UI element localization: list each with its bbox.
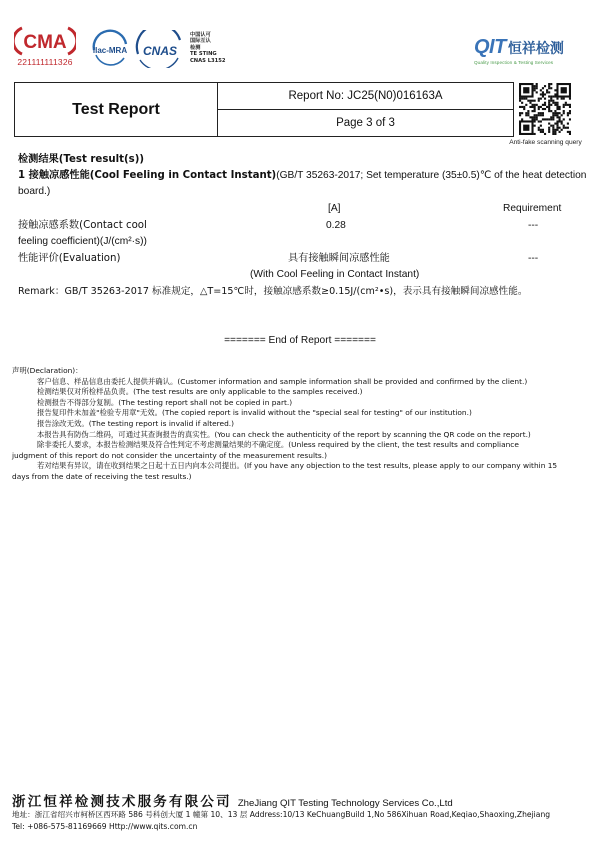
cnas-caption-line: CNAS L3152 (190, 57, 226, 64)
declaration-line: 检测结果仅对所检样品负责。(The test results are only applicable to the samples received.) (37, 387, 363, 397)
test-item-standard-cont: board.) (18, 186, 51, 197)
declaration-line-cont: judgment of this report do not consider the uncertainty of the measurement results.) (12, 450, 327, 460)
qr-caption: Anti-fake scanning query (509, 139, 582, 146)
cnas-letters: CNAS (142, 44, 178, 58)
end-of-report: ======= End of Report ======= (224, 335, 376, 346)
declaration-line-cont: days from the date of receiving the test results.) (12, 471, 192, 481)
qit-letters: QIT (474, 36, 506, 58)
column-header-sample: [A] (328, 203, 341, 214)
test-item-standard: (GB/T 35263-2017; Set temperature (35±0.5)℃ of the heat detection (276, 170, 587, 181)
company-address: 地址：浙江省绍兴市柯桥区西环路 586 号科创大厦 1 幢第 10、13 层 Address:10/13 KeChuangBuild 1,No 586Xihuan Road,Keqiao,Shaoxing,Zhejiang (12, 810, 551, 819)
declaration-line: 若对结果有异议，请在收到结果之日起十五日内向本公司提出。(If you have any objection to the test results, please apply to our company within 15 (37, 461, 558, 471)
declaration-line: 客户信息、样品信息由委托人提供并确认。(Customer information and sample information shall be provided and confirmed by the client.) (37, 376, 528, 386)
declaration-line: 检测报告不得部分复制。(The testing report shall not be copied in part.) (37, 397, 293, 407)
ilac-mra-logo (88, 28, 132, 70)
cnas-icon (134, 30, 186, 68)
column-header-requirement: Requirement (503, 203, 562, 214)
row-value-evaluation-cn: 具有接触瞬间凉感性能 (288, 253, 390, 264)
row-value-coefficient: 0.28 (326, 220, 346, 231)
qr-code-icon[interactable] (519, 83, 571, 135)
test-item-title: 1 接触凉感性能(Cool Feeling in Contact Instant) (18, 170, 277, 181)
report-title: Test Report (72, 100, 160, 118)
row-label-evaluation: 性能评价(Evaluation) (18, 253, 121, 264)
declaration-line: 报告复印件未加盖"检验专用章"无效。(The copied report is invalid without the "special seal for testing" of our institution.) (37, 408, 472, 418)
row-value-evaluation-en: (With Cool Feeling in Contact Instant) (250, 269, 420, 280)
report-header-table (14, 82, 514, 137)
qit-logo (474, 36, 574, 65)
ilac-mra-icon (88, 28, 132, 70)
declaration-line: 报告涂改无效。(The testing report is invalid if altered.) (37, 418, 235, 428)
cnas-caption-line: 中国认可 (190, 32, 211, 38)
declaration-line: 除非委托人要求，本报告检测结果及符合性判定不考虑测量结果的不确定度。(Unless required by the client, the test results and compliance (37, 440, 519, 450)
cma-letters: CMA (23, 32, 67, 53)
cnas-caption-line: TE STING (190, 51, 217, 58)
company-name-en: ZheJiang QIT Testing Technology Services Co.,Ltd (237, 798, 453, 809)
row-label-contact-cool: 接触凉感系数(Contact cool (18, 220, 147, 231)
cma-logo (14, 26, 76, 67)
page-indicator: Page 3 of 3 (218, 109, 513, 136)
company-phone-web: Tel: +086-575-81169669 Http://www.qits.com.cn (12, 821, 198, 831)
qit-chinese-name: 恒祥检测 (507, 41, 564, 57)
row-label-contact-cool-unit: feeling coefficient)(J/(cm²·s)) (18, 236, 147, 247)
footer-contact (12, 809, 550, 832)
cma-mark-icon (14, 26, 76, 56)
report-number: Report No: JC25(N0)016163A (288, 90, 443, 102)
company-name-cn: 浙江恒祥检测技术服务有限公司 (12, 794, 232, 810)
report-title-cell (15, 83, 218, 136)
remark: Remark：GB/T 35263-2017 标准规定，△T=15℃时，接触凉感系数≥0.15J/(cm²•s)，表示具有接触瞬间凉感性能。 (18, 286, 528, 297)
row-requirement-evaluation: --- (528, 253, 539, 264)
cnas-logo (134, 30, 186, 68)
report-info-cells (218, 83, 513, 136)
footer-company (12, 790, 453, 810)
row-requirement-coefficient: --- (528, 220, 539, 231)
cma-number: 221111111326 (17, 57, 73, 67)
test-item-description (18, 168, 588, 184)
declaration-title: 声明(Declaration)： (12, 366, 83, 375)
cnas-caption (190, 32, 225, 64)
cnas-caption-line: 检测 (190, 44, 201, 51)
declaration-line: 本报告具有防伪二维码，可通过其查询报告的真实性。(You can check the authenticity of the report by scanning the QR code on the report.) (37, 429, 531, 439)
ilac-letters: ilac-MRA (92, 46, 128, 55)
qit-tagline: Quality Inspection & Testing Services (474, 60, 554, 65)
results-heading: 检测结果(Test result(s)) (18, 154, 145, 165)
qr-code-graphic (519, 83, 571, 135)
cnas-caption-line: 国际互认 (190, 38, 211, 45)
declaration (12, 366, 572, 483)
